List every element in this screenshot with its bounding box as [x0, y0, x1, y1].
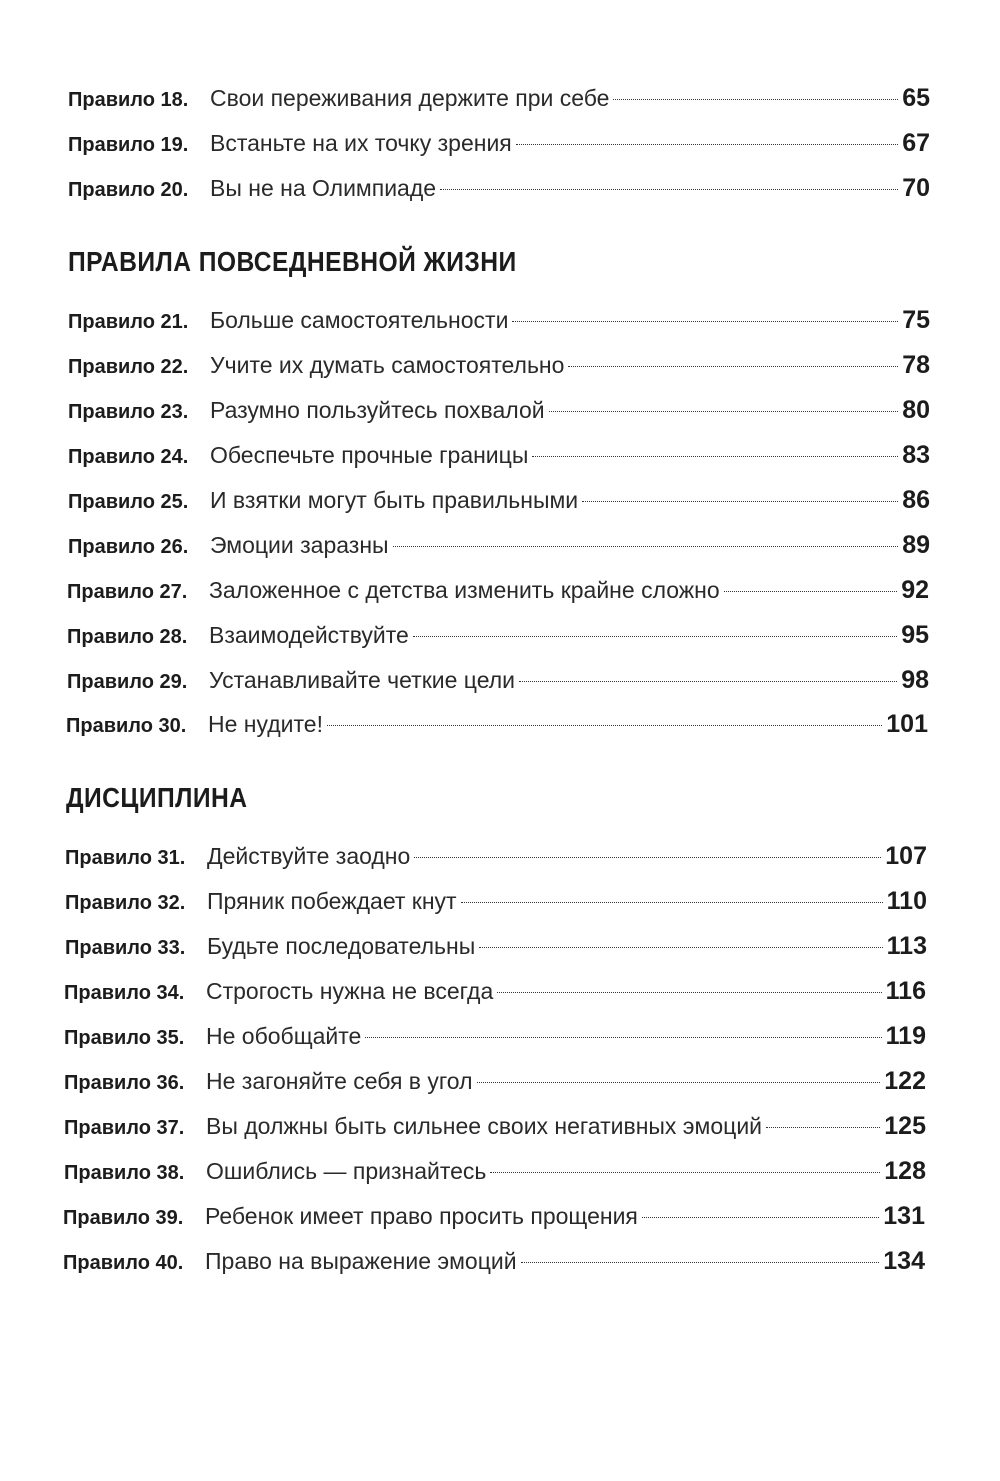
toc-entry-rule-20[interactable] — [68, 168, 930, 208]
page-number: 67 — [902, 129, 930, 157]
toc-entry-rule-30[interactable] — [66, 704, 928, 744]
rule-title: Свои переживания держите при себе — [210, 85, 610, 111]
rule-number: Правило 39. — [63, 1207, 184, 1229]
rule-title: Встаньте на их точку зрения — [210, 130, 512, 156]
dot-leader — [490, 1172, 880, 1173]
rule-number: Правило 19. — [68, 134, 189, 156]
rule-number: Правило 33. — [65, 937, 186, 959]
rule-number: Правило 20. — [68, 179, 189, 201]
dot-leader — [613, 99, 898, 100]
page-number: 119 — [885, 1022, 926, 1050]
rule-title: Больше самостоятельности — [210, 307, 509, 333]
rule-number: Правило 24. — [68, 446, 189, 468]
toc-entry-rule-38[interactable] — [64, 1151, 926, 1191]
rule-number: Правило 29. — [67, 671, 188, 693]
rule-title: Не загоняйте себя в угол — [206, 1068, 473, 1094]
page-number: 65 — [902, 84, 930, 112]
page-number: 125 — [884, 1112, 926, 1140]
rule-title: Право на выражение эмоций — [205, 1248, 517, 1274]
dot-leader — [532, 456, 898, 457]
page-number: 75 — [902, 306, 930, 334]
toc-entry-rule-21[interactable] — [68, 300, 930, 340]
rule-title: Эмоции заразны — [210, 532, 389, 558]
rule-number: Правило 34. — [64, 982, 185, 1004]
dot-leader — [521, 1262, 880, 1263]
toc-entry-rule-23[interactable] — [68, 390, 930, 430]
rule-number: Правило 22. — [68, 356, 189, 378]
toc-entry-rule-37[interactable] — [64, 1106, 926, 1146]
rule-number: Правило 21. — [68, 311, 189, 333]
dot-leader — [519, 681, 897, 682]
rule-title: Взаимодействуйте — [209, 622, 409, 648]
rule-title: Обеспечьте прочные границы — [210, 442, 529, 468]
page-number: 86 — [902, 486, 930, 514]
toc-entry-rule-40[interactable] — [63, 1241, 925, 1281]
page-number: 131 — [883, 1202, 925, 1230]
toc-entry-rule-33[interactable] — [65, 926, 927, 966]
page-number: 122 — [884, 1067, 926, 1095]
toc-entry-rule-24[interactable] — [68, 435, 930, 475]
rule-number: Правило 27. — [67, 581, 188, 603]
toc-entry-rule-27[interactable] — [67, 570, 929, 610]
page-number: 89 — [902, 531, 930, 559]
rule-number: Правило 28. — [67, 626, 188, 648]
dot-leader — [413, 636, 897, 637]
page-number: 92 — [901, 576, 929, 604]
rule-number: Правило 30. — [66, 715, 187, 737]
dot-leader — [327, 725, 882, 726]
dot-leader — [568, 366, 898, 367]
page-number: 134 — [883, 1247, 925, 1275]
toc-entry-rule-19[interactable] — [68, 123, 930, 163]
dot-leader — [642, 1217, 879, 1218]
rule-title: Заложенное с детства изменить крайне сложно — [209, 577, 720, 603]
rule-title: Вы должны быть сильнее своих негативных эмоций — [206, 1113, 763, 1139]
toc-entry-rule-18[interactable] — [68, 78, 930, 118]
toc-entry-rule-39[interactable] — [63, 1196, 925, 1236]
rule-number: Правило 35. — [64, 1027, 185, 1049]
rule-title: Вы не на Олимпиаде — [210, 175, 437, 201]
rule-number: Правило 31. — [65, 847, 186, 869]
toc-entry-rule-29[interactable] — [67, 660, 929, 700]
dot-leader — [393, 546, 899, 547]
page-number: 110 — [886, 887, 927, 915]
dot-leader — [414, 857, 881, 858]
rule-number: Правило 32. — [65, 892, 186, 914]
toc-entry-rule-32[interactable] — [65, 881, 927, 921]
toc-entry-rule-25[interactable] — [68, 480, 930, 520]
dot-leader — [477, 1082, 881, 1083]
toc-entry-rule-28[interactable] — [67, 615, 929, 655]
rule-title: Не обобщайте — [206, 1023, 362, 1049]
rule-title: Учите их думать самостоятельно — [210, 352, 565, 378]
rule-title: Ребенок имеет право просить прощения — [205, 1203, 638, 1229]
section-heading-everyday: ПРАВИЛА ПОВСЕДНЕВНОЙ ЖИЗНИ — [68, 246, 517, 277]
rule-number: Правило 18. — [68, 89, 189, 111]
rule-title: Строгость нужна не всегда — [206, 978, 494, 1004]
toc-entry-rule-31[interactable] — [65, 836, 927, 876]
page-number: 80 — [902, 396, 930, 424]
page-number: 101 — [886, 710, 928, 738]
toc-entry-rule-34[interactable] — [64, 971, 926, 1011]
dot-leader — [724, 591, 898, 592]
toc-entry-rule-35[interactable] — [64, 1016, 926, 1056]
rule-number: Правило 40. — [63, 1252, 184, 1274]
dot-leader — [549, 411, 899, 412]
rule-title: Ошиблись — признайтесь — [206, 1158, 487, 1184]
dot-leader — [461, 902, 883, 903]
rule-title: Разумно пользуйтесь похвалой — [210, 397, 545, 423]
dot-leader — [365, 1037, 881, 1038]
rule-title: Устанавливайте четкие цели — [209, 667, 515, 693]
toc-entry-rule-36[interactable] — [64, 1061, 926, 1101]
dot-leader — [479, 947, 882, 948]
page-number: 70 — [902, 174, 930, 202]
page-number: 98 — [901, 666, 929, 694]
dot-leader — [497, 992, 881, 993]
dot-leader — [766, 1127, 880, 1128]
dot-leader — [582, 501, 898, 502]
dot-leader — [440, 189, 898, 190]
section-heading-discipline: ДИСЦИПЛИНА — [66, 782, 248, 813]
page-number: 128 — [884, 1157, 926, 1185]
rule-number: Правило 38. — [64, 1162, 185, 1184]
page-number: 107 — [885, 842, 927, 870]
rule-number: Правило 23. — [68, 401, 189, 423]
rule-number: Правило 26. — [68, 536, 189, 558]
page-number: 113 — [886, 932, 927, 960]
rule-title: И взятки могут быть правильными — [210, 487, 579, 513]
rule-number: Правило 36. — [64, 1072, 185, 1094]
page-number: 83 — [902, 441, 930, 469]
page-number: 95 — [901, 621, 929, 649]
rule-number: Правило 37. — [64, 1117, 185, 1139]
rule-title: Пряник побеждает кнут — [207, 888, 457, 914]
toc-entry-rule-22[interactable] — [68, 345, 930, 385]
page-number: 116 — [885, 977, 926, 1005]
page-number: 78 — [902, 351, 930, 379]
dot-leader — [512, 321, 898, 322]
rule-title: Будьте последовательны — [207, 933, 476, 959]
rule-title: Не нудите! — [208, 711, 323, 737]
rule-number: Правило 25. — [68, 491, 189, 513]
toc-entry-rule-26[interactable] — [68, 525, 930, 565]
rule-title: Действуйте заодно — [207, 843, 411, 869]
dot-leader — [516, 144, 898, 145]
